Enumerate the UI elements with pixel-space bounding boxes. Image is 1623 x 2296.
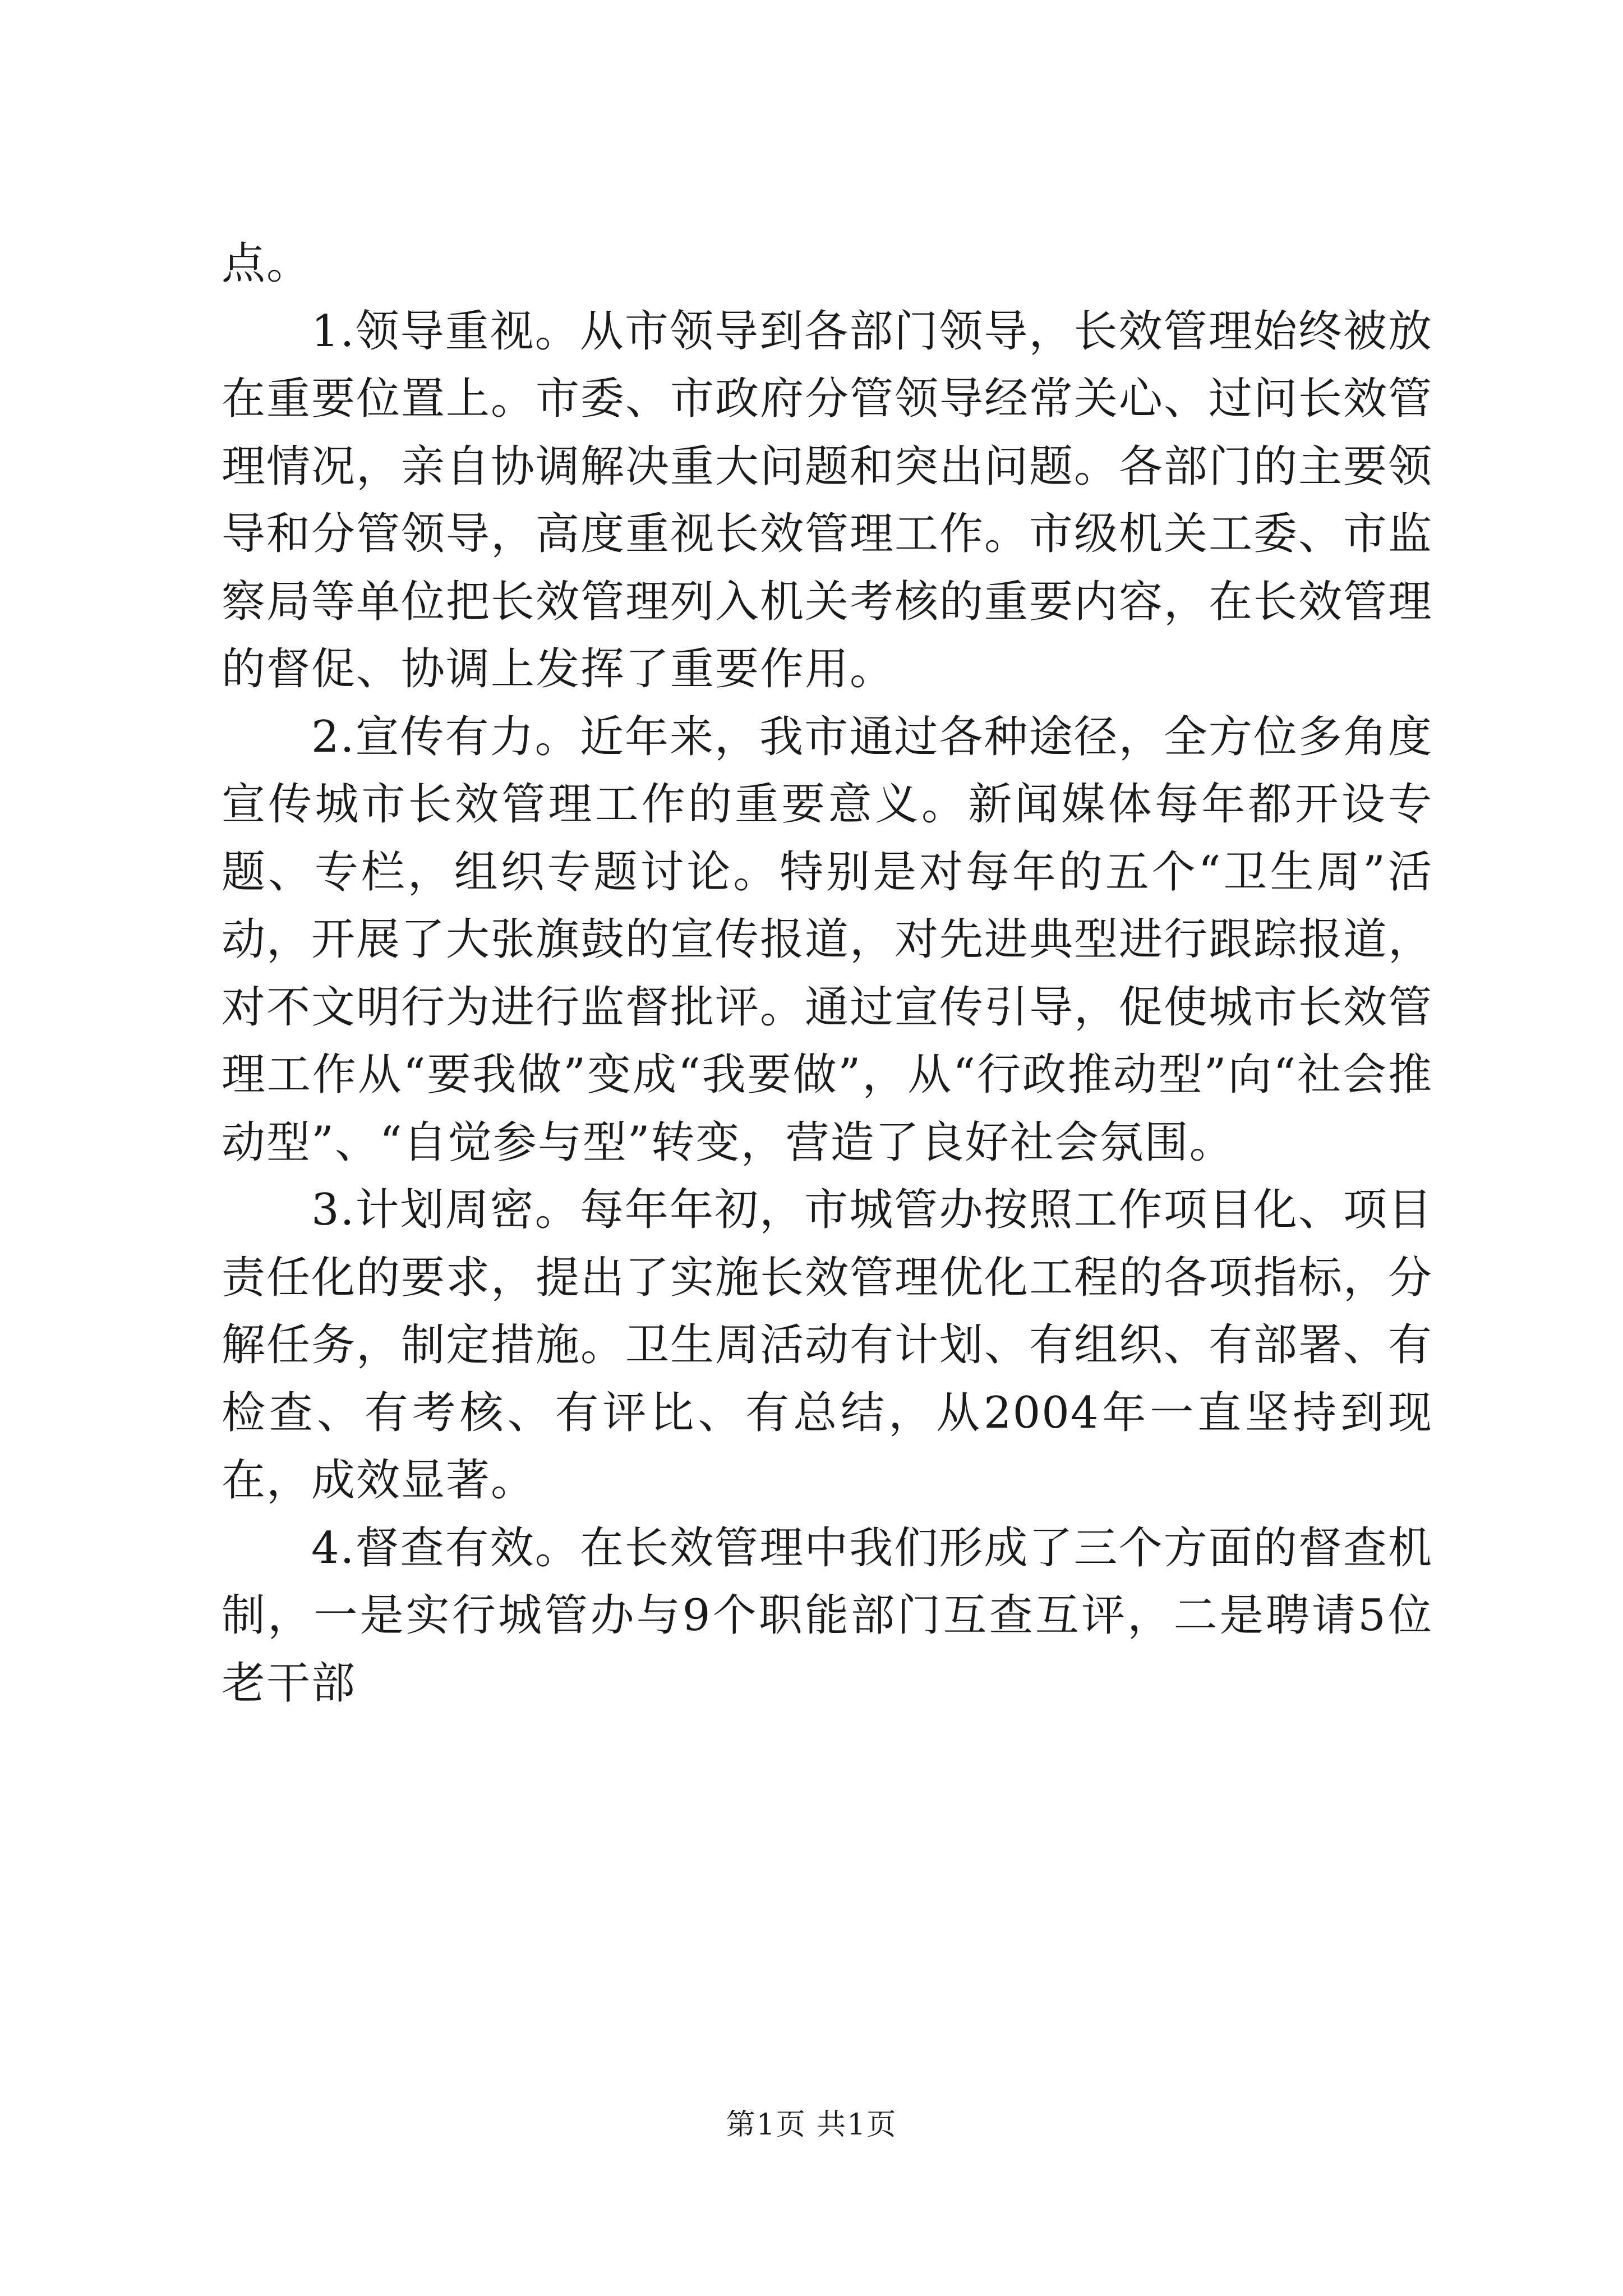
paragraph-planning: 3.计划周密。每年年初，市城管办按照工作项目化、项目责任化的要求，提出了实施长效管理优化工程的各项指标，分解任务，制定措施。卫生周活动有计划、有组织、有部署、有检查、有考核、有评比、有总结，从2004年一直坚持到现在，成效显著。: [222, 1185, 1433, 1506]
paragraph-publicity: 2.宣传有力。近年来，我市通过各种途径，全方位多角度宣传城市长效管理工作的重要意义。新闻媒体每年都开设专题、专栏，组织专题讨论。特别是对每年的五个“卫生周”活动，开展了大张旗鼓的宣传报道，对先进典型进行跟踪报道，对不文明行为进行监督批评。通过宣传引导，促使城市长效管理工作从“要我做”变成“我要做”，从“行政推动型”向“社会推动型”、“自觉参与型”转变，营造了良好社会氛围。: [222, 711, 1433, 1168]
paragraph-supervision: 4.督查有效。在长效管理中我们形成了三个方面的督查机制，一是实行城管办与9个职能部门互查互评，二是聘请5位老干部: [222, 1522, 1433, 1709]
paragraph-continuation: 点。: [222, 238, 312, 289]
paragraph-leadership: 1.领导重视。从市领导到各部门领导，长效管理始终被放在重要位置上。市委、市政府分管领导经常关心、过问长效管理情况，亲自协调解决重大问题和突出问题。各部门的主要领导和分管领导，高度重视长效管理工作。市级机关工委、市监察局等单位把长效管理列入机关考核的重要内容，在长效管理的督促、协调上发挥了重要作用。: [222, 306, 1433, 694]
document-body: [222, 230, 1433, 1717]
page-footer: 第1页 共1页: [726, 2108, 897, 2142]
